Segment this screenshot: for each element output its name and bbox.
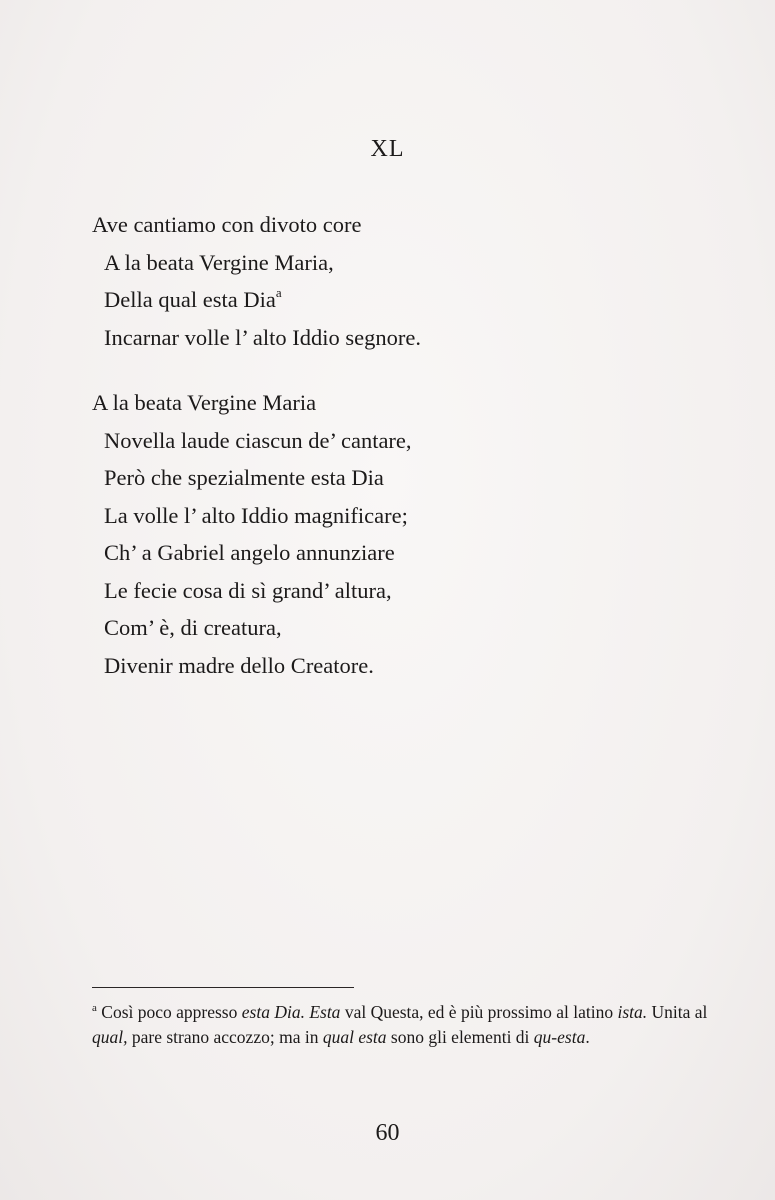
page-number: 60 <box>375 1120 400 1146</box>
poem-title: XL <box>370 136 405 162</box>
poem-line: Novella laude ciascun de’ cantare, <box>104 427 412 453</box>
poem-line: Ave cantiamo con divoto core <box>92 212 362 237</box>
poem-line: Però che spezialmente esta Dia <box>104 465 384 490</box>
poem-line: A la beata Vergine Maria <box>92 390 317 415</box>
footnote-marker[interactable]: a <box>275 285 282 300</box>
poem-line: Com’ è, di creatura, <box>104 615 282 640</box>
poem-line: La volle l’ alto Iddio magnificare; <box>104 502 408 528</box>
footnote-divider <box>92 987 354 988</box>
poem-line: Divenir madre dello Creatore. <box>104 652 374 678</box>
poem-line: A la beata Vergine Maria, <box>104 249 334 275</box>
poem-line: Incarnar volle l’ alto Iddio segnore. <box>104 324 421 350</box>
poem-line: Della qual esta Dia$^a$ <box>104 285 282 312</box>
poem-line: Le fecie cosa di sì grand’ altura, <box>104 577 392 603</box>
poem-line: Ch’ a Gabriel angelo annunziare <box>104 540 395 565</box>
footnote: $^a$ Così poco appresso esta Dia. Esta val Questa, ed è più prossimo al latino ista. Unita al qual, pare strano accozzo; ma in qual esta sono gli elementi di qu-esta. <box>92 1002 708 1047</box>
stanza-1 <box>92 206 421 356</box>
footnote-marker: a <box>92 1002 97 1014</box>
stanza-2 <box>92 384 421 684</box>
poem-body <box>92 206 421 712</box>
